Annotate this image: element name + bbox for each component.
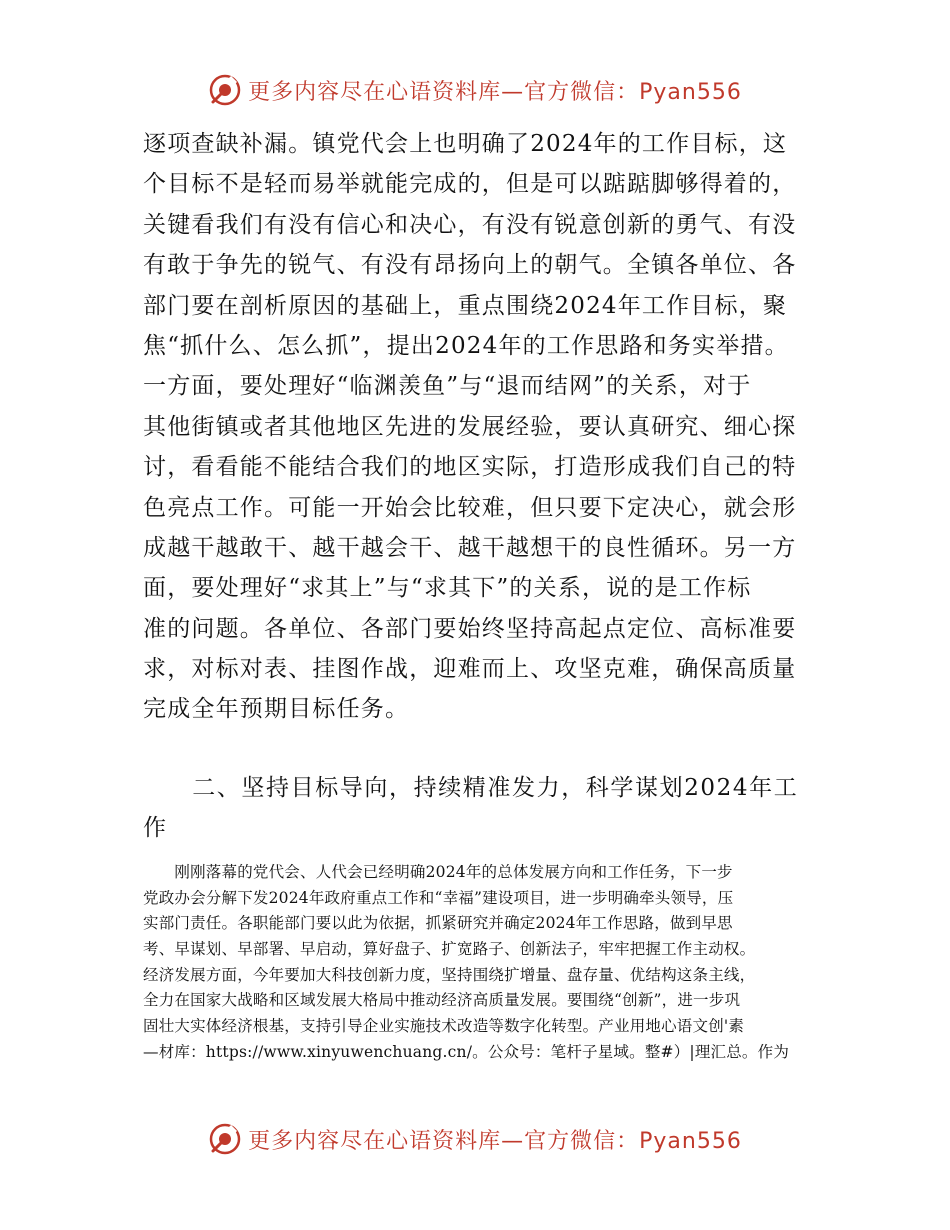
body-line: 成越干越敢干、越干越会干、越干越想干的良性循环。另一方 xyxy=(143,534,797,561)
footer-watermark-text: 更多内容尽在心语资料库—官方微信：Pyan556 xyxy=(248,1128,742,1154)
body-line: 准的问题。各单位、各部门要始终坚持高起点定位、高标准要 xyxy=(143,615,797,642)
small-line: 党政办会分解下发2024年政府重点工作和“幸福”建设项目，进一步明确牵头领导，压 xyxy=(143,888,734,907)
section-heading xyxy=(143,768,808,849)
small-line: 刚刚落幕的党代会、人代会已经明确2024年的总体发展方向和工作任务，下一步 xyxy=(143,863,733,881)
body-paragraph xyxy=(143,124,808,730)
footer-watermark-banner xyxy=(0,1119,950,1159)
body-line: 色亮点工作。可能一开始会比较难，但只要下定决心，就会形 xyxy=(143,494,797,521)
small-line: 全力在国家大战略和区域发展大格局中推动经济高质量发展。要围绕“创新”，进一步巩 xyxy=(143,991,741,1010)
body-line: 完成全年预期目标任务。 xyxy=(143,696,410,723)
small-text-paragraph xyxy=(143,860,815,1066)
body-line: 部门要在剖析原因的基础上，重点围绕2024年工作目标，聚 xyxy=(143,292,788,319)
pen-circle-logo-icon xyxy=(208,73,242,107)
body-line: 有敢于争先的锐气、有没有昂扬向上的朝气。全镇各单位、各 xyxy=(143,252,797,279)
body-line: 个目标不是轻而易举就能完成的，但是可以踮踮脚够得着的， xyxy=(143,171,797,198)
body-line: 面，要处理好“求其上”与“求其下”的关系，说的是工作标 xyxy=(143,575,752,602)
body-line: 一方面，要处理好“临渊羡鱼”与“退而结网”的关系，对于 xyxy=(143,373,752,400)
header-watermark-text: 更多内容尽在心语资料库—官方微信：Pyan556 xyxy=(248,79,742,105)
body-line: 焦“抓什么、怎么抓”，提出2024年的工作思路和务实举措。 xyxy=(143,332,789,359)
heading-line: 二、坚持目标导向，持续精准发力，科学谋划2024年工 xyxy=(143,775,799,801)
heading-line: 作 xyxy=(143,815,168,842)
body-line: 其他街镇或者其他地区先进的发展经验，要认真研究、细心探 xyxy=(143,413,797,440)
body-line: 讨，看看能不能结合我们的地区实际，打造形成我们自己的特 xyxy=(143,454,797,481)
body-line: 关键看我们有没有信心和决心，有没有锐意创新的勇气、有没 xyxy=(143,211,797,238)
small-line: 固壮大实体经济根基，支持引导企业实施技术改造等数字化转型。产业用地心语文创'素 xyxy=(143,1017,745,1036)
small-line: —材库：https://www.xinyuwenchuang.cn/。公众号：笔杆子星域。整#）|理汇总。作为 xyxy=(143,1042,790,1061)
body-line: 求，对标对表、挂图作战，迎难而上、攻坚克难，确保高质量 xyxy=(143,656,797,683)
small-line: 实部门责任。各职能部门要以此为依据，抓紧研究并确定2024年工作思路，做到早思 xyxy=(143,914,733,933)
small-line: 考、早谋划、早部署、早启动，算好盘子、扩宽路子、创新法子，牢牢把握工作主动权。 xyxy=(143,940,756,959)
small-line: 经济发展方面，今年要加大科技创新力度，坚持围绕扩增量、盘存量、优结构这条主线， xyxy=(143,965,756,984)
pen-circle-logo-icon xyxy=(208,1122,242,1156)
body-line: 逐项查缺补漏。镇党代会上也明确了2024年的工作目标，这 xyxy=(143,131,788,157)
header-watermark-banner xyxy=(0,70,950,110)
